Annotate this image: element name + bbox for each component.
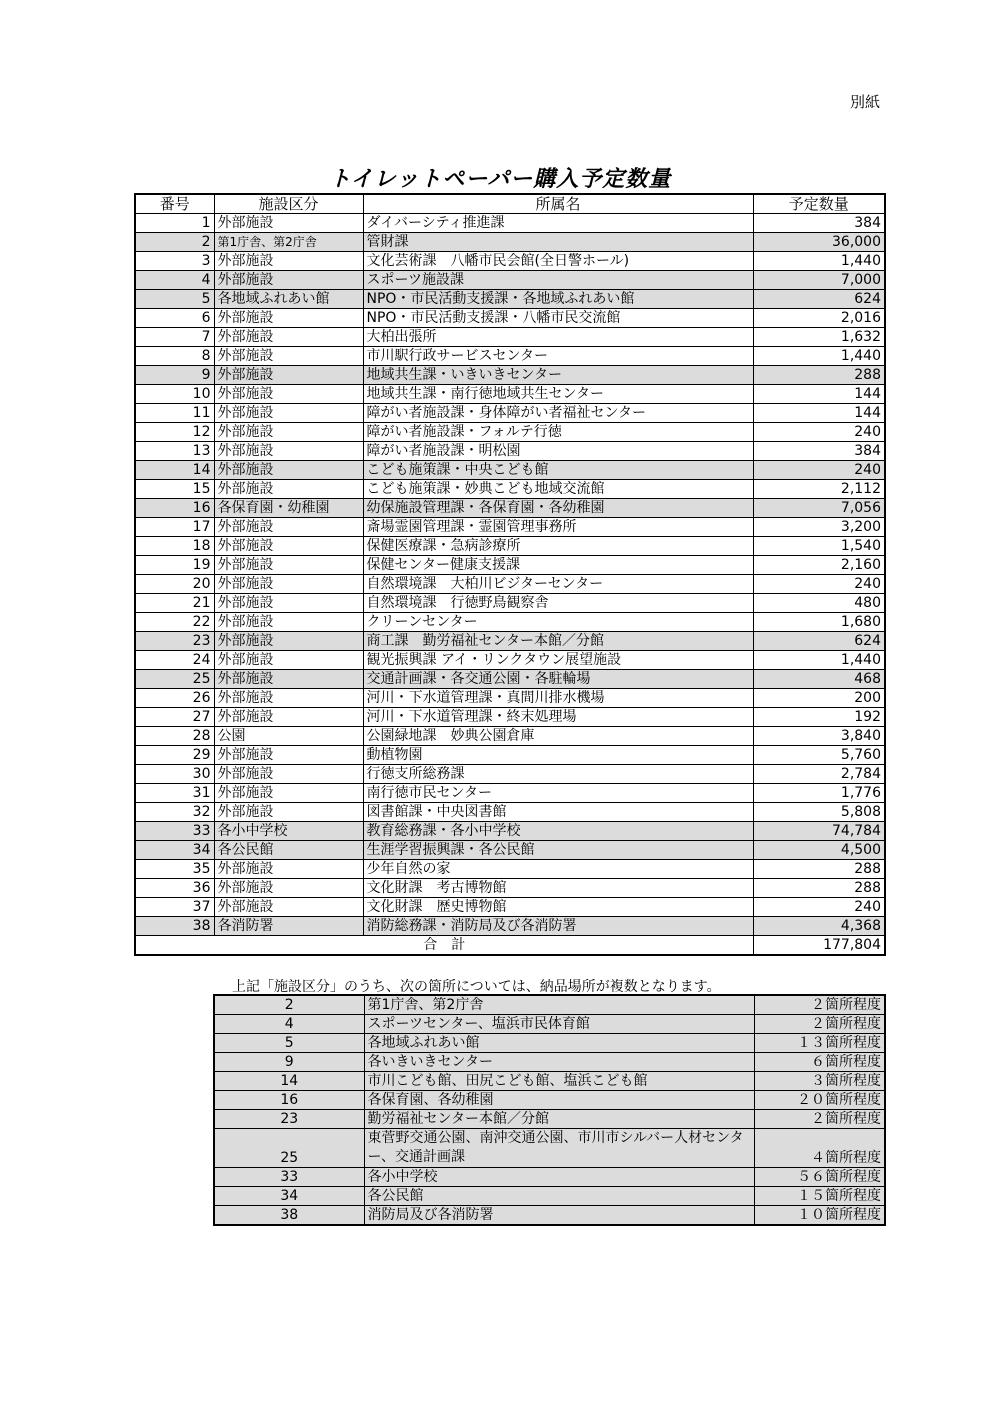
row-quantity: 468 <box>753 670 885 689</box>
table-row <box>135 309 885 328</box>
table-row <box>135 708 885 727</box>
row-department: スポーツ施設課 <box>363 271 753 290</box>
row-department: 管財課 <box>363 233 753 252</box>
row-department: 斎場霊園管理課・霊園管理事務所 <box>363 518 753 537</box>
row-quantity: 1,680 <box>753 613 885 632</box>
row-number: 33 <box>135 822 214 841</box>
row-category: 各公民館 <box>214 841 363 860</box>
row-quantity: 288 <box>753 366 885 385</box>
row-department: 大柏出張所 <box>363 328 753 347</box>
row-category: 外部施設 <box>214 404 363 423</box>
delivery-row <box>214 1168 885 1187</box>
row-number: 17 <box>135 518 214 537</box>
row-quantity: 4,368 <box>753 917 885 936</box>
row-department: 保健医療課・急病診療所 <box>363 537 753 556</box>
row-number: 8 <box>135 347 214 366</box>
row-number: 22 <box>135 613 214 632</box>
row-category: 外部施設 <box>214 670 363 689</box>
row-number: 18 <box>135 537 214 556</box>
attachment-label: 別紙 <box>849 93 880 111</box>
table-row <box>135 879 885 898</box>
table-row <box>135 746 885 765</box>
row-category: 外部施設 <box>214 556 363 575</box>
delivery-count: ２箇所程度 <box>754 1110 885 1129</box>
row-category: 外部施設 <box>214 689 363 708</box>
table-row <box>135 689 885 708</box>
delivery-number: 14 <box>214 1072 364 1091</box>
table-row <box>135 784 885 803</box>
row-category: 第1庁舎、第2庁舎 <box>214 233 363 252</box>
row-category: 外部施設 <box>214 518 363 537</box>
delivery-count: １３箇所程度 <box>754 1034 885 1053</box>
table-row <box>135 651 885 670</box>
row-department: 自然環境課 大柏川ビジターセンター <box>363 575 753 594</box>
table-row <box>135 765 885 784</box>
row-department: 図書館課・中央図書館 <box>363 803 753 822</box>
row-number: 27 <box>135 708 214 727</box>
row-number: 35 <box>135 860 214 879</box>
row-quantity: 2,160 <box>753 556 885 575</box>
row-number: 7 <box>135 328 214 347</box>
row-category: 外部施設 <box>214 309 363 328</box>
row-department: 河川・下水道管理課・真間川排水機場 <box>363 689 753 708</box>
delivery-row <box>214 1110 885 1129</box>
header-department: 所属名 <box>363 194 753 214</box>
table-row <box>135 575 885 594</box>
row-category: 外部施設 <box>214 784 363 803</box>
row-number: 12 <box>135 423 214 442</box>
delivery-places: 消防局及び各消防署 <box>364 1206 754 1226</box>
table-row <box>135 252 885 271</box>
row-quantity: 36,000 <box>753 233 885 252</box>
table-row <box>135 423 885 442</box>
row-category: 外部施設 <box>214 860 363 879</box>
row-category: 外部施設 <box>214 480 363 499</box>
delivery-places: 東菅野交通公園、南沖交通公園、市川市シルバー人材センター、交通計画課 <box>364 1129 754 1168</box>
row-number: 30 <box>135 765 214 784</box>
table-row <box>135 727 885 746</box>
delivery-count: ３箇所程度 <box>754 1072 885 1091</box>
table-row <box>135 670 885 689</box>
row-number: 38 <box>135 917 214 936</box>
row-department: 保健センター健康支援課 <box>363 556 753 575</box>
row-quantity: 2,112 <box>753 480 885 499</box>
table-row <box>135 518 885 537</box>
row-number: 1 <box>135 214 214 233</box>
table-row <box>135 404 885 423</box>
table-row <box>135 385 885 404</box>
row-department: こども施策課・妙典こども地域交流館 <box>363 480 753 499</box>
delivery-count: ２箇所程度 <box>754 1015 885 1034</box>
table-row <box>135 214 885 233</box>
delivery-note: 上記「施設区分」のうち、次の箇所については、納品場所が複数となります。 <box>232 979 721 995</box>
delivery-row <box>214 1091 885 1110</box>
row-category: 各保育園・幼稚園 <box>214 499 363 518</box>
row-quantity: 192 <box>753 708 885 727</box>
row-category: 外部施設 <box>214 214 363 233</box>
row-category: 外部施設 <box>214 461 363 480</box>
delivery-row <box>214 1206 885 1226</box>
row-category: 各小中学校 <box>214 822 363 841</box>
row-category: 外部施設 <box>214 423 363 442</box>
delivery-number: 5 <box>214 1034 364 1053</box>
row-category: 外部施設 <box>214 632 363 651</box>
row-department: 生涯学習振興課・各公民館 <box>363 841 753 860</box>
quantity-table <box>134 193 886 956</box>
header-category: 施設区分 <box>214 194 363 214</box>
delivery-places: 各小中学校 <box>364 1168 754 1187</box>
row-number: 2 <box>135 233 214 252</box>
table-row <box>135 841 885 860</box>
row-quantity: 240 <box>753 575 885 594</box>
row-number: 25 <box>135 670 214 689</box>
total-row <box>135 936 885 956</box>
row-department: 障がい者施設課・フォルテ行徳 <box>363 423 753 442</box>
row-category: 外部施設 <box>214 708 363 727</box>
delivery-row <box>214 1072 885 1091</box>
page-title: トイレットペーパー購入予定数量 <box>328 167 672 192</box>
row-department: こども施策課・中央こども館 <box>363 461 753 480</box>
total-label: 合 計 <box>135 936 753 956</box>
row-department: 河川・下水道管理課・終末処理場 <box>363 708 753 727</box>
delivery-locations-table <box>213 994 886 1226</box>
row-department: 文化芸術課 八幡市民会館(全日警ホール) <box>363 252 753 271</box>
row-category: 外部施設 <box>214 366 363 385</box>
row-quantity: 144 <box>753 385 885 404</box>
delivery-number: 9 <box>214 1053 364 1072</box>
table-row <box>135 480 885 499</box>
row-quantity: 7,000 <box>753 271 885 290</box>
row-department: NPO・市民活動支援課・八幡市民交流館 <box>363 309 753 328</box>
row-quantity: 7,056 <box>753 499 885 518</box>
delivery-places: 各いきいきセンター <box>364 1053 754 1072</box>
row-quantity: 5,808 <box>753 803 885 822</box>
table-row <box>135 537 885 556</box>
delivery-count: ５６箇所程度 <box>754 1168 885 1187</box>
delivery-number: 16 <box>214 1091 364 1110</box>
delivery-places: スポーツセンター、塩浜市民体育館 <box>364 1015 754 1034</box>
delivery-number: 34 <box>214 1187 364 1206</box>
row-department: 観光振興課 アイ・リンクタウン展望施設 <box>363 651 753 670</box>
row-category: 各地域ふれあい館 <box>214 290 363 309</box>
row-department: 公園緑地課 妙典公園倉庫 <box>363 727 753 746</box>
row-quantity: 4,500 <box>753 841 885 860</box>
delivery-number: 2 <box>214 995 364 1015</box>
delivery-count: １０箇所程度 <box>754 1206 885 1226</box>
table-row <box>135 613 885 632</box>
row-number: 29 <box>135 746 214 765</box>
table-row <box>135 556 885 575</box>
row-department: 地域共生課・南行徳地域共生センター <box>363 385 753 404</box>
row-category: 外部施設 <box>214 385 363 404</box>
row-number: 26 <box>135 689 214 708</box>
row-department: NPO・市民活動支援課・各地域ふれあい館 <box>363 290 753 309</box>
row-quantity: 1,440 <box>753 651 885 670</box>
row-category: 外部施設 <box>214 879 363 898</box>
row-number: 14 <box>135 461 214 480</box>
delivery-row <box>214 1187 885 1206</box>
row-category: 外部施設 <box>214 537 363 556</box>
row-quantity: 240 <box>753 423 885 442</box>
row-quantity: 288 <box>753 879 885 898</box>
table-row <box>135 290 885 309</box>
row-quantity: 144 <box>753 404 885 423</box>
row-number: 24 <box>135 651 214 670</box>
row-quantity: 2,784 <box>753 765 885 784</box>
delivery-count: ２箇所程度 <box>754 995 885 1015</box>
row-department: 消防総務課・消防局及び各消防署 <box>363 917 753 936</box>
row-category: 外部施設 <box>214 328 363 347</box>
delivery-places: 各公民館 <box>364 1187 754 1206</box>
row-category: 公園 <box>214 727 363 746</box>
row-quantity: 288 <box>753 860 885 879</box>
row-number: 6 <box>135 309 214 328</box>
table-row <box>135 271 885 290</box>
row-number: 19 <box>135 556 214 575</box>
row-category: 各消防署 <box>214 917 363 936</box>
row-quantity: 240 <box>753 898 885 917</box>
row-number: 28 <box>135 727 214 746</box>
row-quantity: 1,632 <box>753 328 885 347</box>
table-header-row <box>135 194 885 214</box>
row-category: 外部施設 <box>214 765 363 784</box>
row-number: 36 <box>135 879 214 898</box>
row-quantity: 2,016 <box>753 309 885 328</box>
row-number: 20 <box>135 575 214 594</box>
delivery-count: ２０箇所程度 <box>754 1091 885 1110</box>
delivery-number: 4 <box>214 1015 364 1034</box>
row-quantity: 74,784 <box>753 822 885 841</box>
table-row <box>135 860 885 879</box>
delivery-row <box>214 1034 885 1053</box>
row-department: 動植物園 <box>363 746 753 765</box>
table-row <box>135 917 885 936</box>
table-row <box>135 233 885 252</box>
row-number: 37 <box>135 898 214 917</box>
row-number: 11 <box>135 404 214 423</box>
row-department: 文化財課 歴史博物館 <box>363 898 753 917</box>
row-category: 外部施設 <box>214 575 363 594</box>
row-quantity: 240 <box>753 461 885 480</box>
row-department: 障がい者施設課・身体障がい者福祉センター <box>363 404 753 423</box>
row-quantity: 624 <box>753 632 885 651</box>
table-row <box>135 594 885 613</box>
row-quantity: 1,540 <box>753 537 885 556</box>
table-row <box>135 632 885 651</box>
row-quantity: 3,840 <box>753 727 885 746</box>
row-number: 4 <box>135 271 214 290</box>
row-number: 34 <box>135 841 214 860</box>
row-department: 市川駅行政サービスセンター <box>363 347 753 366</box>
delivery-places: 第1庁舎、第2庁舎 <box>364 995 754 1015</box>
delivery-places: 市川こども館、田尻こども館、塩浜こども館 <box>364 1072 754 1091</box>
row-quantity: 200 <box>753 689 885 708</box>
header-quantity: 予定数量 <box>753 194 885 214</box>
table-row <box>135 803 885 822</box>
row-category: 外部施設 <box>214 442 363 461</box>
row-number: 16 <box>135 499 214 518</box>
row-category: 外部施設 <box>214 347 363 366</box>
row-number: 10 <box>135 385 214 404</box>
delivery-number: 33 <box>214 1168 364 1187</box>
row-number: 9 <box>135 366 214 385</box>
row-number: 13 <box>135 442 214 461</box>
table-row <box>135 461 885 480</box>
delivery-count: ４箇所程度 <box>754 1129 885 1168</box>
row-department: 地域共生課・いきいきセンター <box>363 366 753 385</box>
row-category: 外部施設 <box>214 803 363 822</box>
row-number: 31 <box>135 784 214 803</box>
delivery-number: 38 <box>214 1206 364 1226</box>
table-row <box>135 366 885 385</box>
row-quantity: 1,776 <box>753 784 885 803</box>
delivery-row <box>214 1129 885 1168</box>
row-quantity: 384 <box>753 214 885 233</box>
row-category: 外部施設 <box>214 252 363 271</box>
header-number: 番号 <box>135 194 214 214</box>
row-quantity: 384 <box>753 442 885 461</box>
delivery-number: 25 <box>214 1129 364 1168</box>
delivery-row <box>214 995 885 1015</box>
table-row <box>135 347 885 366</box>
row-quantity: 480 <box>753 594 885 613</box>
row-number: 5 <box>135 290 214 309</box>
row-category: 外部施設 <box>214 898 363 917</box>
row-department: 障がい者施設課・明松園 <box>363 442 753 461</box>
row-category: 外部施設 <box>214 613 363 632</box>
delivery-count: １５箇所程度 <box>754 1187 885 1206</box>
row-department: 行徳支所総務課 <box>363 765 753 784</box>
row-department: 文化財課 考古博物館 <box>363 879 753 898</box>
delivery-row <box>214 1053 885 1072</box>
row-category: 外部施設 <box>214 271 363 290</box>
delivery-places: 各地域ふれあい館 <box>364 1034 754 1053</box>
row-department: 少年自然の家 <box>363 860 753 879</box>
delivery-row <box>214 1015 885 1034</box>
table-row <box>135 328 885 347</box>
row-quantity: 1,440 <box>753 252 885 271</box>
row-quantity: 3,200 <box>753 518 885 537</box>
table-row <box>135 898 885 917</box>
row-quantity: 5,760 <box>753 746 885 765</box>
row-quantity: 1,440 <box>753 347 885 366</box>
row-number: 32 <box>135 803 214 822</box>
row-department: 自然環境課 行徳野鳥観察舎 <box>363 594 753 613</box>
total-value: 177,804 <box>753 936 885 956</box>
delivery-places: 各保育園、各幼稚園 <box>364 1091 754 1110</box>
row-number: 15 <box>135 480 214 499</box>
delivery-number: 23 <box>214 1110 364 1129</box>
row-category: 外部施設 <box>214 594 363 613</box>
row-department: 教育総務課・各小中学校 <box>363 822 753 841</box>
table-row <box>135 822 885 841</box>
row-department: 商工課 勤労福祉センター本館／分館 <box>363 632 753 651</box>
table-row <box>135 442 885 461</box>
row-department: 幼保施設管理課・各保育園・各幼稚園 <box>363 499 753 518</box>
row-department: ダイバーシティ推進課 <box>363 214 753 233</box>
row-quantity: 624 <box>753 290 885 309</box>
delivery-count: ６箇所程度 <box>754 1053 885 1072</box>
row-number: 3 <box>135 252 214 271</box>
table-row <box>135 499 885 518</box>
row-department: 南行徳市民センター <box>363 784 753 803</box>
row-number: 21 <box>135 594 214 613</box>
delivery-places: 勤労福祉センター本館／分館 <box>364 1110 754 1129</box>
row-category: 外部施設 <box>214 746 363 765</box>
row-category: 外部施設 <box>214 651 363 670</box>
row-department: クリーンセンター <box>363 613 753 632</box>
row-department: 交通計画課・各交通公園・各駐輪場 <box>363 670 753 689</box>
row-number: 23 <box>135 632 214 651</box>
